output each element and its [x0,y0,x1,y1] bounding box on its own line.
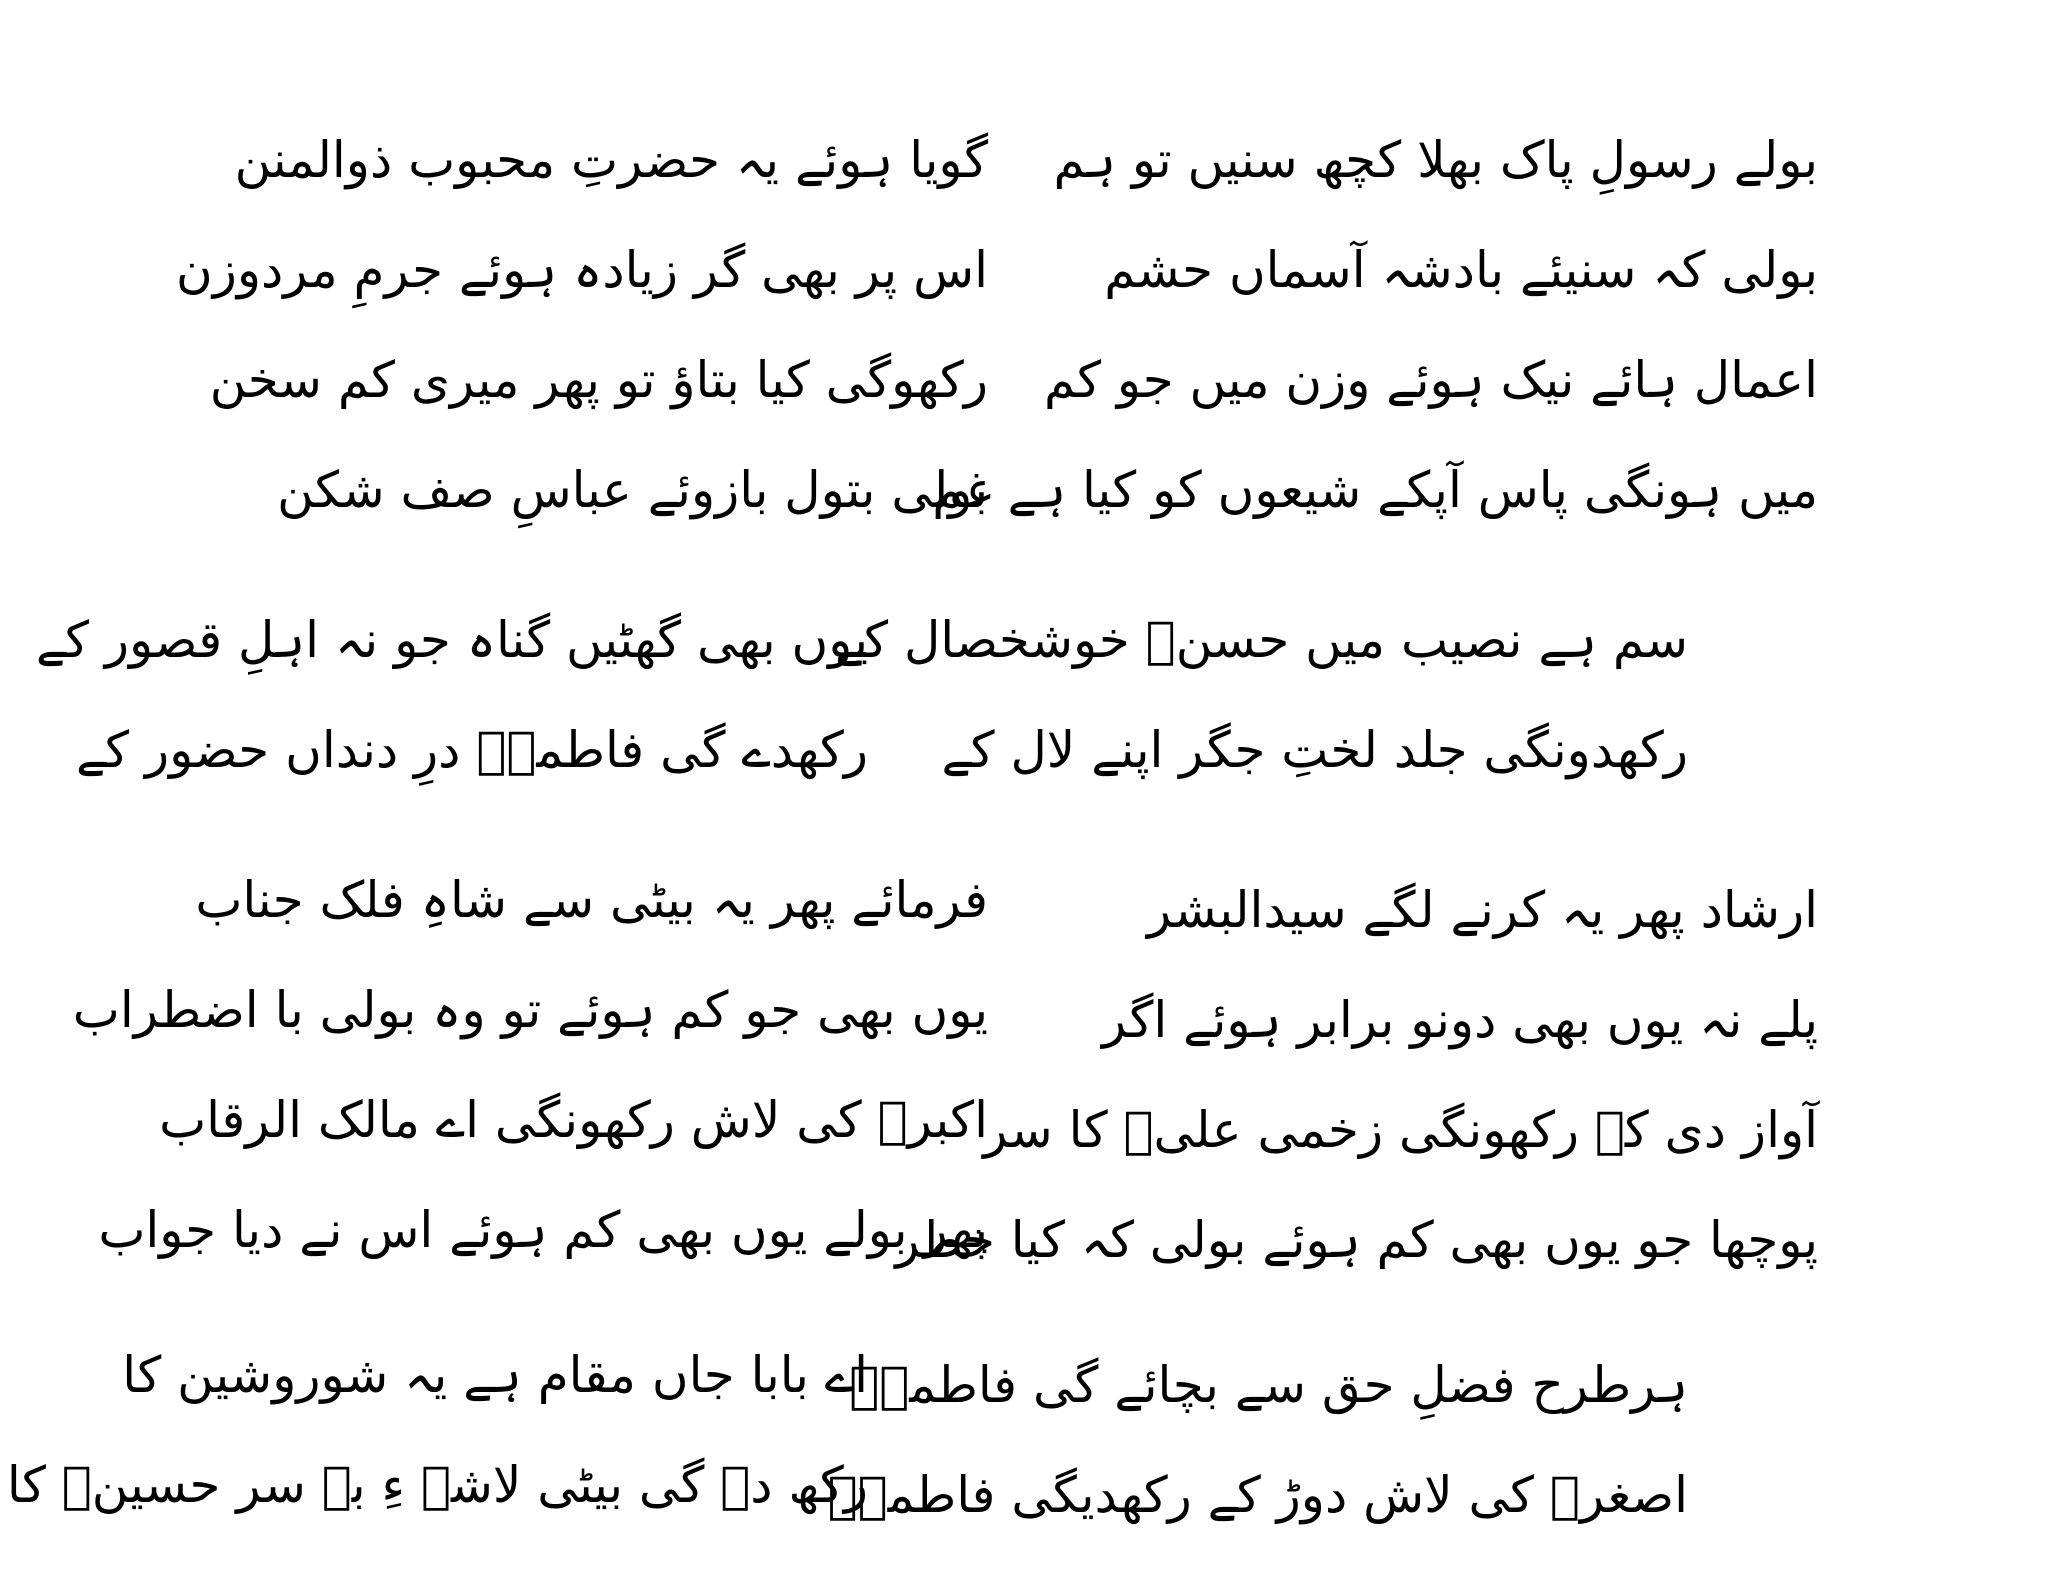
verse-line: رکھدے گی فاطمہؑ درِ دنداں حضور کے [75,721,868,779]
verse-line: یوں بھی گھٹیں گناہ جو نہ اہلِ قصور کے [35,611,868,669]
verse-line: اصغرؑ کی لاش دوڑ کے رکھدیگی فاطمہؑ [827,1466,1688,1524]
verse-line: بولے رسولِ پاک بھلا کچھ سنیں تو ہم [1053,131,1818,189]
verse-line: ارشاد پھر یہ کرنے لگے سیدالبشر [1146,881,1818,939]
verse-line: رکھ دے گی بیٹی لاشہ ءِ بے سر حسینؑ کا [6,1456,868,1514]
verse-line: یوں بھی جو کم ہوئے تو وہ بولی با اضطراب [72,981,988,1039]
verse-line: اکبرؑ کی لاش رکھونگی اے مالک الرقاب [159,1091,988,1149]
verse-line: ہرطرح فضلِ حق سے بچائے گی فاطمہؑ [849,1356,1688,1414]
verse-line: آواز دی کہ رکھونگی زخمی علیؑ کا سر [983,1101,1818,1159]
verse-line: پوچھا جو یوں بھی کم ہوئے بولی کہ کیا خطر [895,1211,1818,1269]
verse-line: پھر بولے یوں بھی کم ہوئے اس نے دیا جواب [98,1201,988,1259]
verse-line: بولی بتول بازوئے عباسِ صف شکن [277,461,988,519]
verse-line: بولی کہ سنیئے بادشہ آسماں حشم [1104,241,1818,299]
verse-line: فرمائے پھر یہ بیٹی سے شاہِ فلک جناب [195,871,988,929]
verse-line: پلے نہ یوں بھی دونو برابر ہوئے اگر [1101,991,1818,1049]
verse-line: اعمال ہائے نیک ہوئے وزن میں جو کم [1043,351,1818,409]
verse-line: اے بابا جاں مقام ہے یہ شوروشین کا [122,1346,868,1404]
verse-line: سم ہے نصیب میں حسنؑ خوشخصال کے [834,611,1688,669]
verse-line: میں ہونگی پاس آپکے شیعوں کو کیا ہے غم [932,461,1818,519]
verse-line: رکھدونگی جلد لختِ جگر اپنے لال کے [941,721,1688,779]
verse-line: اس پر بھی گر زیادہ ہوئے جرمِ مردوزن [175,241,988,299]
verse-line: رکھوگی کیا بتاؤ تو پھر میری کم سخن [209,351,988,409]
verse-line: گویا ہوئے یہ حضرتِ محبوب ذوالمنن [234,131,988,189]
